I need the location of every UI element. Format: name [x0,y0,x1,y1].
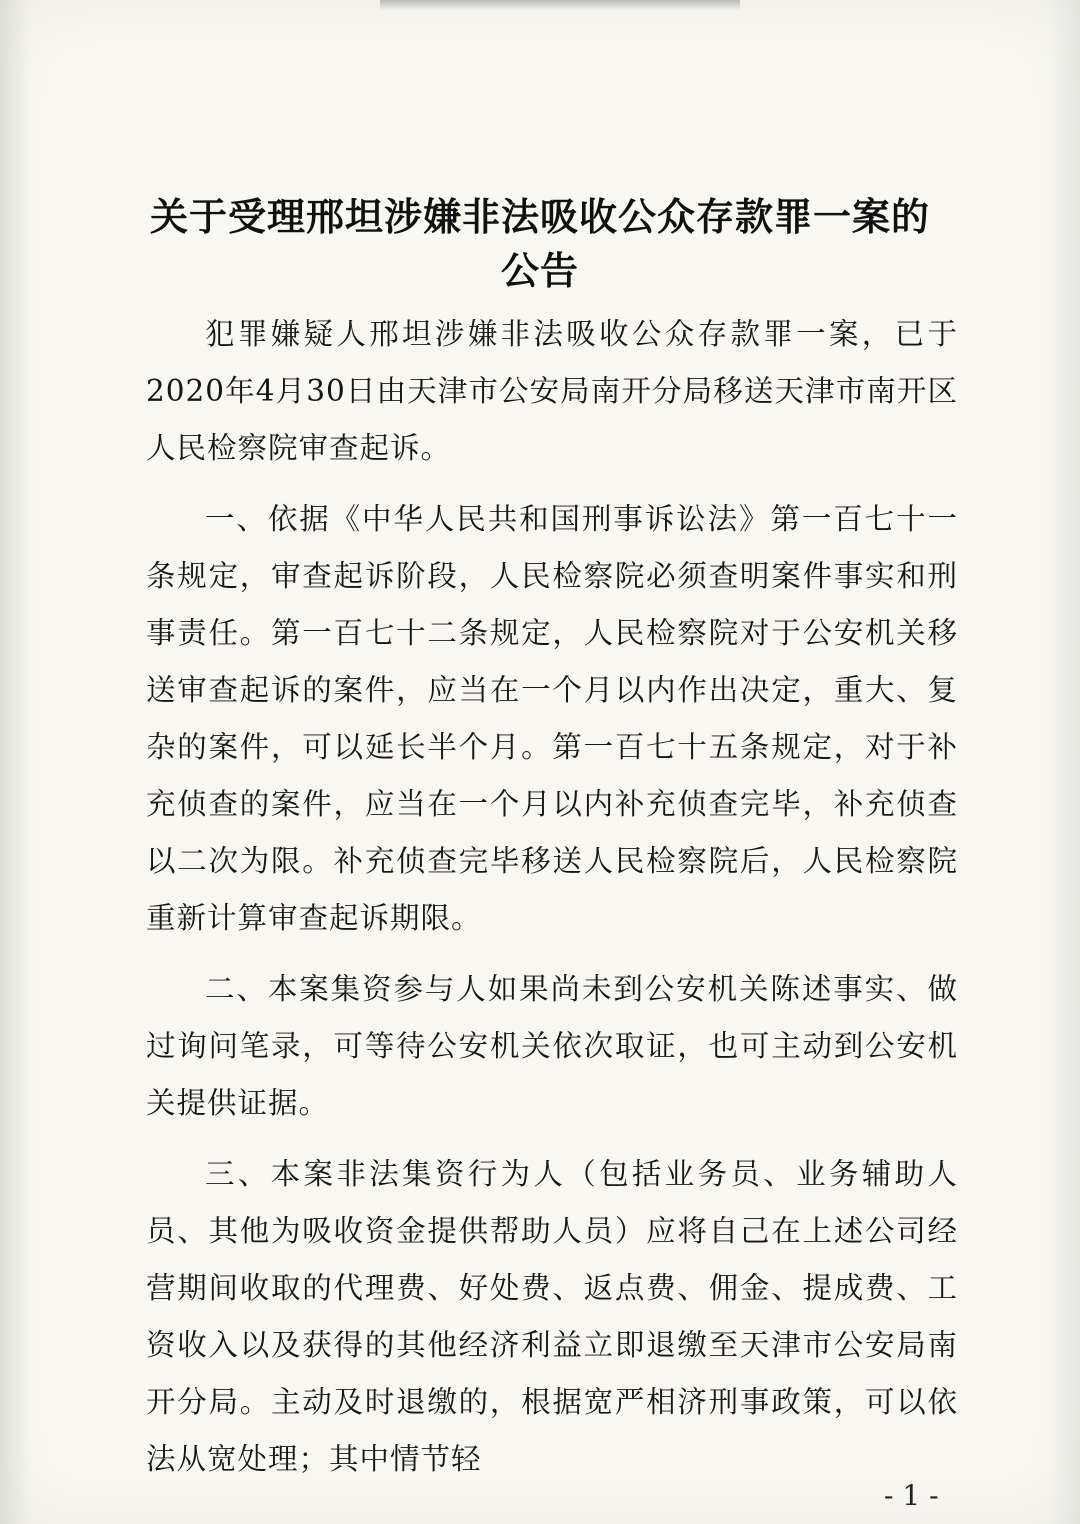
title-line-2: 公告 [500,249,579,293]
page-number: - 1 - [884,1479,939,1512]
title-line-1: 关于受理邢坦涉嫌非法吸收公众存款罪一案的 [149,195,930,239]
paragraph-item-1: 一、依据《中华人民共和国刑事诉讼法》第一百七十一条规定，审查起诉阶段，人民检察院必须查明案件事实和刑事责任。第一百七十二条规定，人民检察院对于公安机关移送审查起诉的案件，应当在一个月以内作出决定，重大、复杂的案件，可以延长半个月。第一百七十五条规定，对于补充侦查的案件，应当在一个月以内补充侦查完毕，补充侦查以二次为限。补充侦查完毕移送人民检察院后，人民检察院重新计算审查起诉期限。 [146,502,958,935]
left-edge-shadow [0,0,30,1524]
document-title [130,190,950,298]
right-edge-shadow [1050,0,1080,1524]
document-body [146,306,958,1488]
scan-shadow [380,0,740,10]
paragraph-item-2: 二、本案集资参与人如果尚未到公安机关陈述事实、做过询问笔录，可等待公安机关依次取证，也可主动到公安机关提供证据。 [146,972,958,1120]
paragraph-intro: 犯罪嫌疑人邢坦涉嫌非法吸收公众存款罪一案，已于2020年4月30日由天津市公安局南开分局移送天津市南开区人民检察院审查起诉。 [146,317,958,465]
paragraph-item-3: 三、本案非法集资行为人（包括业务员、业务辅助人员、其他为吸收资金提供帮助人员）应将自己在上述公司经营期间收取的代理费、好处费、返点费、佣金、提成费、工资收入以及获得的其他经济利益立即退缴至天津市公安局南开分局。主动及时退缴的，根据宽严相济刑事政策，可以依法从宽处理；其中情节轻 [146,1157,958,1476]
